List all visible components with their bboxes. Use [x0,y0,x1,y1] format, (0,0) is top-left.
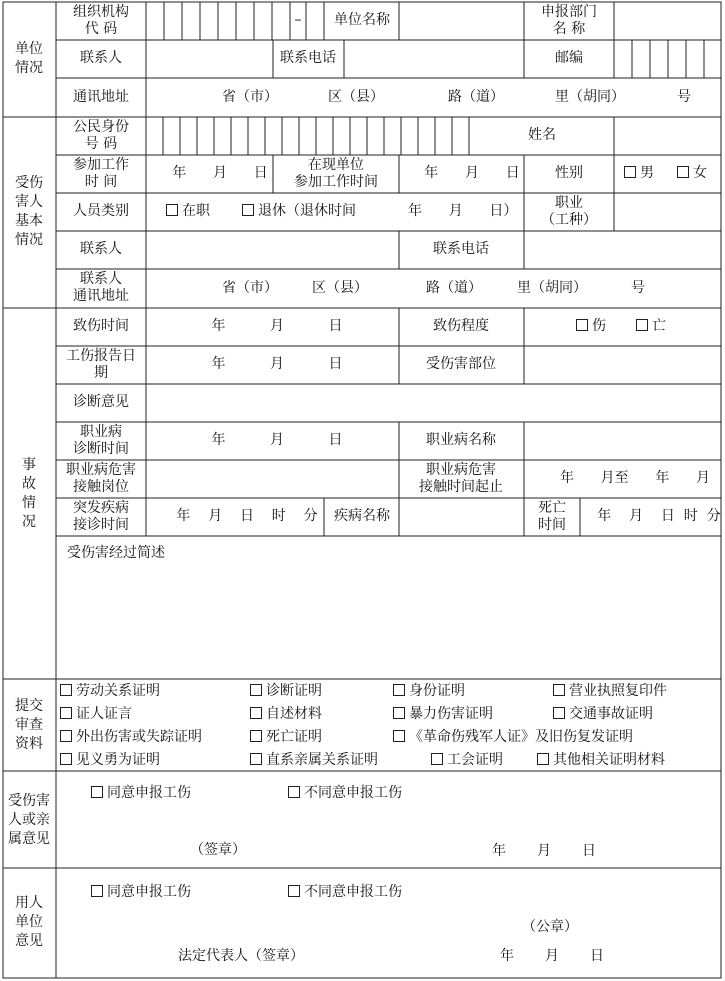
section-label-family-opinion: 受伤害 人或亲 属意见 [8,793,50,847]
contact-address-road: 路（道） [426,280,482,296]
death-time-label: 死亡 时间 [538,500,566,533]
unit-address-label: 通讯地址 [73,89,129,105]
unit-address-number: 号 [677,89,691,105]
checkbox-icon[interactable] [288,786,300,798]
family-date-month: 月 [537,843,551,859]
doc-item[interactable]: 见义勇为证明 [60,752,160,769]
checkbox-icon[interactable] [677,166,689,178]
od-diagnosis-time-value: 年 月 日 [211,432,343,448]
checkbox-icon[interactable] [60,684,72,696]
doc-item[interactable]: 外出伤害或失踪证明 [60,729,202,746]
retired-date: 年 月 日） [408,203,518,219]
checkbox-icon[interactable] [636,319,648,331]
unit-address-road: 路（道） [448,89,504,105]
unit-address-province: 省（市） [222,89,278,105]
diagnosis-label: 诊断意见 [73,394,129,410]
doc-item[interactable]: 死亡证明 [250,729,322,746]
unit-name-label: 单位名称 [334,12,390,28]
employer-date-month: 月 [545,948,559,964]
employer-date-day: 日 [590,948,604,964]
legal-representative-label: 法定代表人（签章） [178,948,304,964]
occupation-label: 职业 （工种） [541,195,597,228]
checkbox-icon[interactable] [393,707,405,719]
doc-item[interactable]: 暴力伤害证明 [393,706,493,723]
org-code-dash: – [294,12,302,28]
unit-address-district: 区（县） [328,89,384,105]
checkbox-icon[interactable] [537,753,549,765]
employer-disagree-option[interactable]: 不同意申报工伤 [288,884,402,901]
checkbox-icon[interactable] [250,730,262,742]
body-part-label: 受伤害部位 [426,356,496,372]
od-post-label: 职业病危害 接触岗位 [66,462,136,495]
family-sign-label: （签章） [190,842,246,858]
gender-male-option[interactable]: 男 [624,165,654,182]
doc-item[interactable]: 营业执照复印件 [553,683,667,700]
checkbox-icon[interactable] [576,319,588,331]
report-date-value: 年 月 日 [211,356,343,372]
unit-contact-label: 联系人 [80,50,122,66]
checkbox-icon[interactable] [60,707,72,719]
contact-address-province: 省（市） [222,280,278,296]
family-disagree-option[interactable]: 不同意申报工伤 [288,785,402,802]
checkbox-icon[interactable] [242,204,254,216]
od-contact-period-value: 年 月至 年 月 [559,470,711,486]
org-code-label: 组织机构 代 码 [73,4,129,37]
section-label-employer-opinion: 用人 单位 意见 [15,895,43,949]
doc-item[interactable]: 劳动关系证明 [60,683,160,700]
death-time-value: 年 月 日 时 分 [597,508,721,524]
od-name-label: 职业病名称 [426,432,496,448]
checkbox-icon[interactable] [60,753,72,765]
od-contact-period-label: 职业病危害 接触时间起止 [419,462,503,495]
contact-address-label: 联系人 通讯地址 [73,271,129,304]
section-label-documents: 提交 审查 资料 [15,698,43,752]
category-label: 人员类别 [73,203,129,219]
checkbox-icon[interactable] [393,730,405,742]
work-start-date: 年 月 日 [172,165,268,181]
sudden-illness-time-label: 突发疾病 接诊时间 [73,500,129,533]
gender-label: 性别 [555,165,583,181]
family-date-day: 日 [582,843,596,859]
unit-address-lane: 里（胡同） [555,89,625,105]
employer-seal-label: （公章） [522,919,578,935]
doc-item[interactable]: 身份证明 [393,683,465,700]
checkbox-icon[interactable] [250,684,262,696]
doc-item[interactable]: 工会证明 [431,752,503,769]
checkbox-icon[interactable] [553,684,565,696]
family-date-year: 年 [492,843,506,859]
sudden-illness-time-value: 年 月 日 时 分 [176,508,318,524]
category-retired-option[interactable]: 退休（退休时间 [242,203,356,220]
doc-item[interactable]: 证人证言 [60,706,132,723]
injured-phone-label: 联系电话 [433,241,489,257]
current-unit-time-label: 在现单位 参加工作时间 [294,157,378,190]
od-diagnosis-time-label: 职业病 诊断时间 [73,424,129,457]
injury-time-value: 年 月 日 [211,318,343,334]
family-agree-option[interactable]: 同意申报工伤 [91,785,191,802]
checkbox-icon[interactable] [250,753,262,765]
checkbox-icon[interactable] [393,684,405,696]
checkbox-icon[interactable] [166,204,178,216]
accident-summary-label: 受伤害经过简述 [67,545,165,561]
checkbox-icon[interactable] [91,885,103,897]
doc-item[interactable]: 自述材料 [250,706,322,723]
postcode-label: 邮编 [555,50,583,66]
doc-item[interactable]: 直系亲属关系证明 [250,752,378,769]
category-employed-option[interactable]: 在职 [166,203,210,220]
report-date-label: 工伤报告日 期 [66,348,136,381]
current-unit-date: 年 月 日 [424,165,520,181]
checkbox-icon[interactable] [91,786,103,798]
disease-name-label: 疾病名称 [334,508,390,524]
section-label-injured: 受伤 害人 基本 情况 [15,175,43,248]
checkbox-icon[interactable] [553,707,565,719]
contact-address-lane: 里（胡同） [517,280,587,296]
work-start-label: 参加工作 时 间 [73,157,129,190]
checkbox-icon[interactable] [431,753,443,765]
injury-degree-label: 致伤程度 [433,318,489,334]
doc-item[interactable]: 交通事故证明 [553,706,653,723]
contact-address-district: 区（县） [312,280,368,296]
doc-item[interactable]: 《革命伤残军人证》及旧伤复发证明 [393,729,633,746]
gender-female-option[interactable]: 女 [677,165,707,182]
employer-date-year: 年 [500,948,514,964]
contact-address-number: 号 [631,280,645,296]
checkbox-icon[interactable] [288,885,300,897]
injured-contact-label: 联系人 [80,241,122,257]
degree-injured-option[interactable]: 伤 [576,318,606,335]
injury-time-label: 致伤时间 [73,318,129,334]
name-label: 姓名 [528,127,556,143]
checkbox-icon[interactable] [60,730,72,742]
employer-agree-option[interactable]: 同意申报工伤 [91,884,191,901]
section-label-accident: 事 故 情 况 [22,457,36,530]
dept-label: 申报部门 名 称 [541,4,597,37]
checkbox-icon[interactable] [250,707,262,719]
id-number-label: 公民身份 号 码 [73,119,129,152]
checkbox-icon[interactable] [624,166,636,178]
section-label-unit: 单位 情况 [15,41,43,76]
degree-death-option[interactable]: 亡 [636,318,666,335]
doc-item[interactable]: 其他相关证明材料 [537,752,665,769]
unit-phone-label: 联系电话 [280,50,336,66]
doc-item[interactable]: 诊断证明 [250,683,322,700]
